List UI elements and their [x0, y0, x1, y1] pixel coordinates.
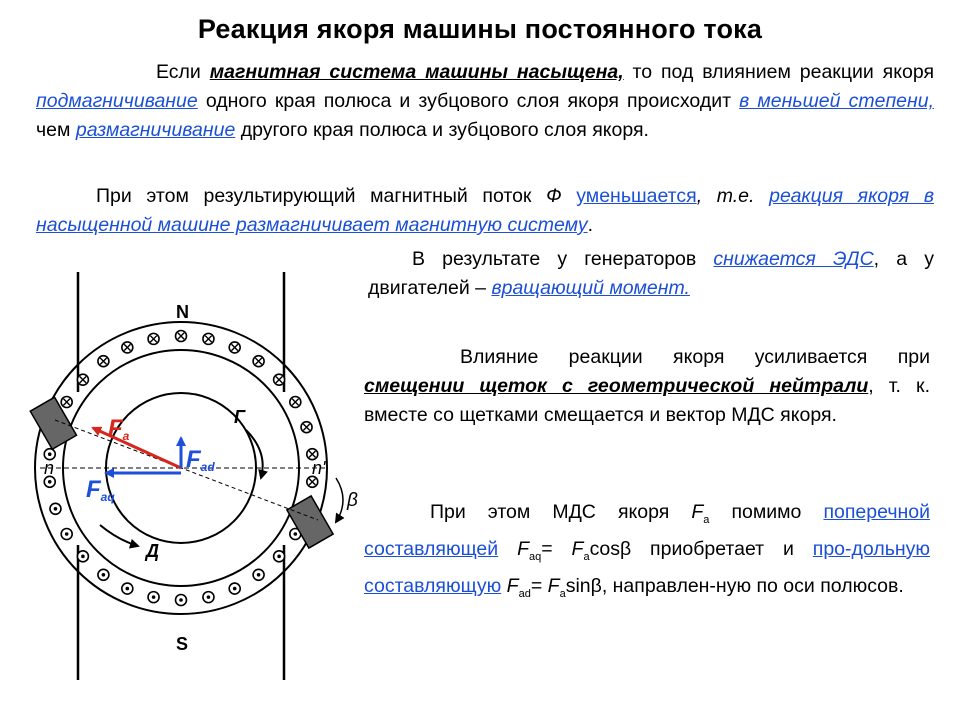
emphasis: магнитная система машины насыщена, — [209, 61, 624, 83]
dot-mark-icon — [207, 595, 211, 599]
formula-subscript: a — [559, 587, 566, 600]
paragraph-result — [368, 245, 934, 303]
text: чем — [36, 119, 76, 141]
text — [562, 185, 577, 207]
paragraph-components — [364, 498, 930, 609]
dot-mark-icon — [294, 532, 298, 536]
text — [498, 538, 517, 560]
flux-symbol: Ф — [546, 185, 562, 207]
text: cosβ приобретает и — [589, 537, 813, 560]
text: sinβ, направлен-ную по оси полюсов. — [565, 574, 904, 597]
dot-mark-icon — [48, 452, 52, 456]
page-title: Реакция якоря машины постоянного тока — [197, 14, 763, 44]
text: При этом МДС якоря — [430, 501, 692, 523]
text: одного края полюса и зубцового слоя якоря происходит — [197, 90, 740, 112]
fa-label: $F_a$ — [108, 415, 130, 443]
term-link[interactable]: вращающий момент. — [491, 277, 690, 299]
generator-label: Г — [234, 407, 246, 427]
dot-mark-icon — [102, 573, 106, 577]
text: При этом результирующий магнитный поток — [96, 185, 547, 207]
dot-mark-icon — [152, 595, 156, 599]
paragraph-brush-shift — [364, 343, 930, 430]
formula-symbol: F — [571, 537, 584, 560]
text: , т.е. — [696, 185, 770, 207]
text: . — [587, 214, 594, 236]
neutral-n-label: n — [44, 458, 55, 478]
formula-subscript: a — [583, 550, 590, 563]
text: , т. к. вместе со щетками смещается и вектор МДС якоря. — [364, 375, 931, 426]
dot-mark-icon — [54, 507, 58, 511]
motor-label: Д — [146, 541, 159, 561]
text: = — [541, 537, 572, 560]
term-link[interactable]: в меньшей степени, — [739, 90, 935, 112]
dot-mark-icon — [233, 587, 237, 591]
dc-machine-diagram — [0, 0, 360, 720]
text: = — [530, 574, 548, 597]
text: другого края полюса и зубцового слоя якоря. — [235, 119, 649, 141]
text: , а у двигателей – — [368, 248, 935, 299]
term-link[interactable]: подмагничивание — [36, 90, 198, 112]
formula-symbol: F — [517, 537, 529, 560]
formula-symbol: F — [691, 501, 704, 523]
dot-mark-icon — [179, 598, 183, 602]
term-link[interactable]: реакция якоря в насыщенной машине размагничивает магнитную систему — [36, 185, 934, 236]
dot-mark-icon — [48, 480, 52, 484]
text: В результате у генераторов — [412, 248, 714, 270]
dot-mark-icon — [277, 555, 281, 559]
text: Если — [156, 61, 210, 83]
term-link[interactable]: поперечной составляющей — [364, 501, 930, 560]
term-link[interactable]: уменьшается — [576, 185, 697, 207]
fad-label: $F_{ad}$ — [186, 446, 215, 474]
neutral-n-prime-label: n' — [312, 458, 326, 478]
text: помимо — [709, 501, 824, 523]
formula-subscript: ad — [518, 587, 531, 600]
formula-subscript: aq — [529, 550, 542, 563]
beta-arc — [336, 478, 343, 522]
beta-label: β — [347, 490, 358, 511]
dot-mark-icon — [81, 555, 85, 559]
pole-s-label: S — [176, 634, 189, 654]
formula-subscript: а — [703, 513, 710, 526]
emphasis: смещении щеток с геометрической нейтрали — [364, 375, 869, 397]
formula-symbol: F — [506, 574, 519, 597]
dot-mark-icon — [126, 587, 130, 591]
dot-mark-icon — [65, 532, 69, 536]
text: Влияние реакции якоря усиливается при — [460, 346, 930, 368]
rotation-arrow-d — [100, 525, 138, 546]
term-link[interactable]: про-дольную составляющую — [364, 537, 931, 597]
term-link[interactable]: снижается ЭДС — [713, 248, 874, 270]
dot-mark-icon — [257, 573, 261, 577]
pole-n-label: N — [176, 302, 189, 322]
faq-label: $F_{aq}$ — [86, 476, 115, 504]
term-link[interactable]: размагничивание — [75, 119, 236, 141]
text: то под влиянием реакции якоря — [623, 61, 935, 83]
formula-symbol: F — [547, 574, 560, 597]
